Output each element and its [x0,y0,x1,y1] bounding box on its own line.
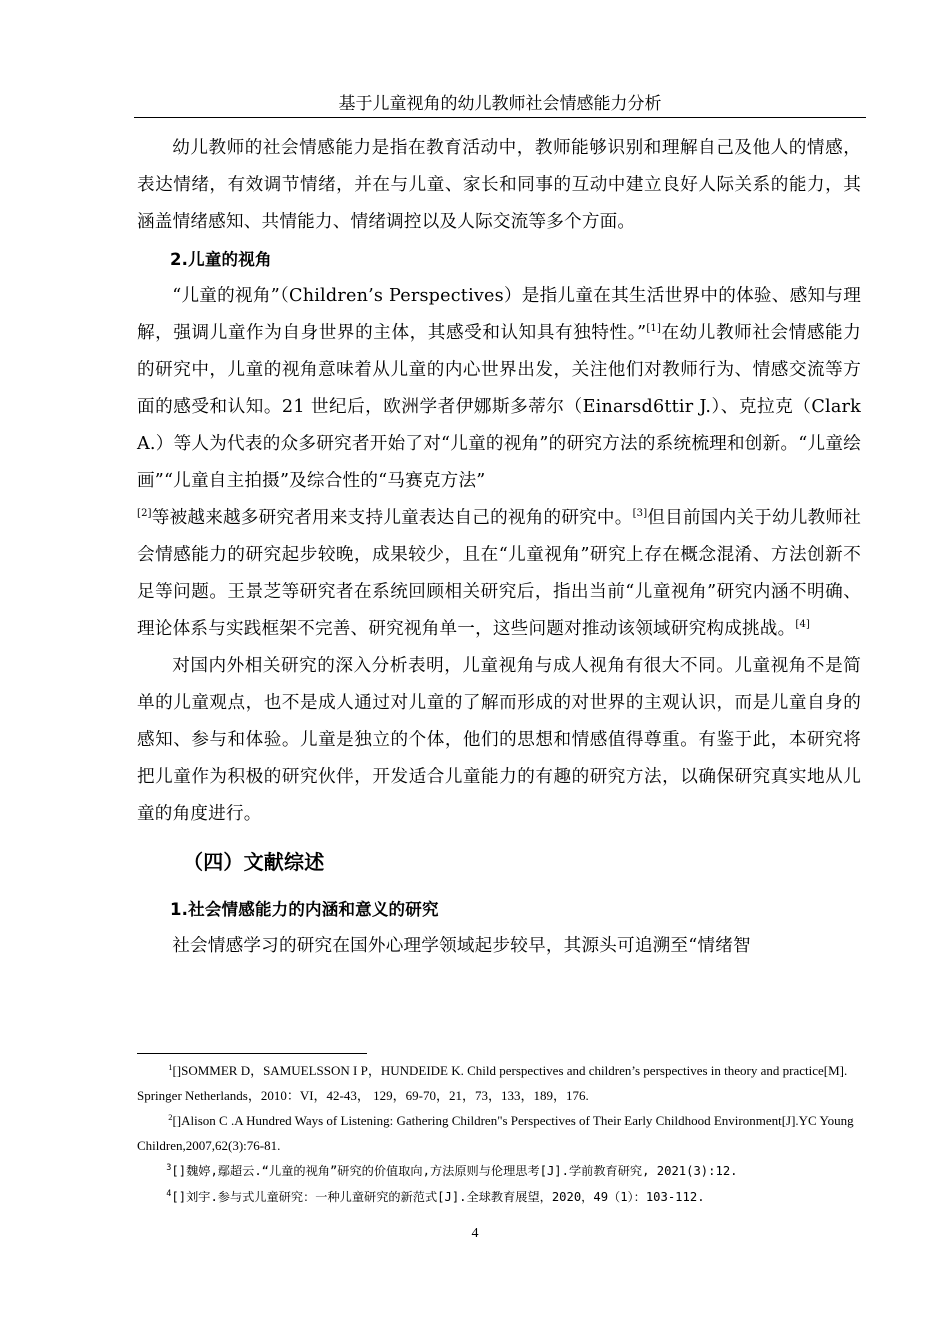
footnote-separator [137,1053,367,1054]
paragraph-social-emotional-learning: 社会情感学习的研究在国外心理学领域起步较早，其源头可追溯至“情绪智 [172,936,751,956]
heading-children-perspective: 2.儿童的视角 [170,250,272,269]
running-header-title: 基于儿童视角的幼儿教师社会情感能力分析 [338,94,662,114]
paragraph-text: 但目前国内关于幼儿教师社会情感能力的研究起步较晚，成果较少，且在“儿童视角”研究上存在概念混淆、方法创新不足等问题。王景芝等研究者在系统回顾相关研究后，指出当前“儿童视角”研究内涵不明确、理论体系与实践框架不完善、研究视角单一，这些问题对推动该领域研究构成挑战。 [137,508,862,639]
footnote-2 [137,1108,861,1158]
paragraph-research-status [137,500,861,648]
footnote-mark: 4 [166,1189,172,1199]
paragraph-definition: 幼儿教师的社会情感能力是指在教育活动中，教师能够识别和理解自己及他人的情感，表达情绪，有效调节情绪，并在与儿童、家长和同事的互动中建立良好人际关系的能力，其涵盖情绪感知、共情能力、情绪调控以及人际交流等多个方面。 [137,138,861,232]
paragraph-text: “儿童的视角”（Children’s Perspectives）是指儿童在其生活世界中的体验、感知与理解，强调儿童作为自身世界的主体，其感受和认知具有独特性。” [137,286,861,343]
paragraph-children-perspective [137,278,861,500]
paragraph-text: 在幼儿教师社会情感能力的研究中，儿童的视角意味着从儿童的内心世界出发，关注他们对教师行为、情感交流等方面的感受和认知。21 世纪后，欧洲学者伊娜斯多蒂尔（Einarsd6ttir J.）、克拉克（Clark A.）等人为代表的众多研究者开始了对“儿童的视角”的研究方法的系统梳理和创新。“儿童绘画”“儿童自主拍摄”及综合性的“马赛克方法” [137,323,862,491]
citation-ref-3: [3] [632,508,648,519]
section-heading-literature-review: （四）文献综述 [183,850,325,874]
citation-ref-1: [1] [646,323,662,334]
running-header [134,92,866,118]
citation-ref-2: [2] [137,508,152,519]
footnote-4 [137,1184,861,1210]
footnote-text: []SOMMER D，SAMUELSSON I P，HUNDEIDE K. Child perspectives and children’s perspectives in theory and practice[M]. Springer Netherlands，2010：VI，42-43， 129，69-70，21，73，133，189，176. [137,1063,848,1103]
footnote-text: []Alison C .A Hundred Ways of Listening: Gathering Children"s Perspectives of Their Early Childhood Environment[J].YC Young Children,2007,62(3):76-81. [137,1113,854,1153]
footnote-mark: 1 [168,1062,173,1072]
paragraph-analysis: 对国内外相关研究的深入分析表明，儿童视角与成人视角有很大不同。儿童视角不是简单的儿童观点，也不是成人通过对儿童的了解而形成的对世界的主观认识，而是儿童自身的感知、参与和体验。儿童是独立的个体，他们的思想和情感值得尊重。有鉴于此，本研究将把儿童作为积极的研究伙伴，开发适合儿童能力的有趣的研究方法，以确保研究真实地从儿童的角度进行。 [137,656,861,824]
footnote-mark: 2 [168,1112,173,1122]
footnote-text: []魏婷,鄢超云.“儿童的视角”研究的价值取向,方法原则与伦理思考[J].学前教育研究, 2021(3):12. [171,1164,738,1178]
citation-ref-4: [4] [795,619,811,630]
footnote-3 [137,1158,861,1184]
page-number: 4 [471,1226,479,1241]
paragraph-text: 等被越来越多研究者用来支持儿童表达自己的视角的研究中。 [151,508,633,528]
footnotes [137,1058,861,1210]
footnote-mark: 3 [166,1163,172,1173]
footnote-1 [137,1058,861,1108]
footnote-text: []刘宇.参与式儿童研究：一种儿童研究的新范式[J].全球教育展望，2020，49（1）：103-112. [171,1190,705,1204]
subheading-social-emotional: 1.社会情感能力的内涵和意义的研究 [170,900,439,919]
main-body-top [137,130,861,965]
